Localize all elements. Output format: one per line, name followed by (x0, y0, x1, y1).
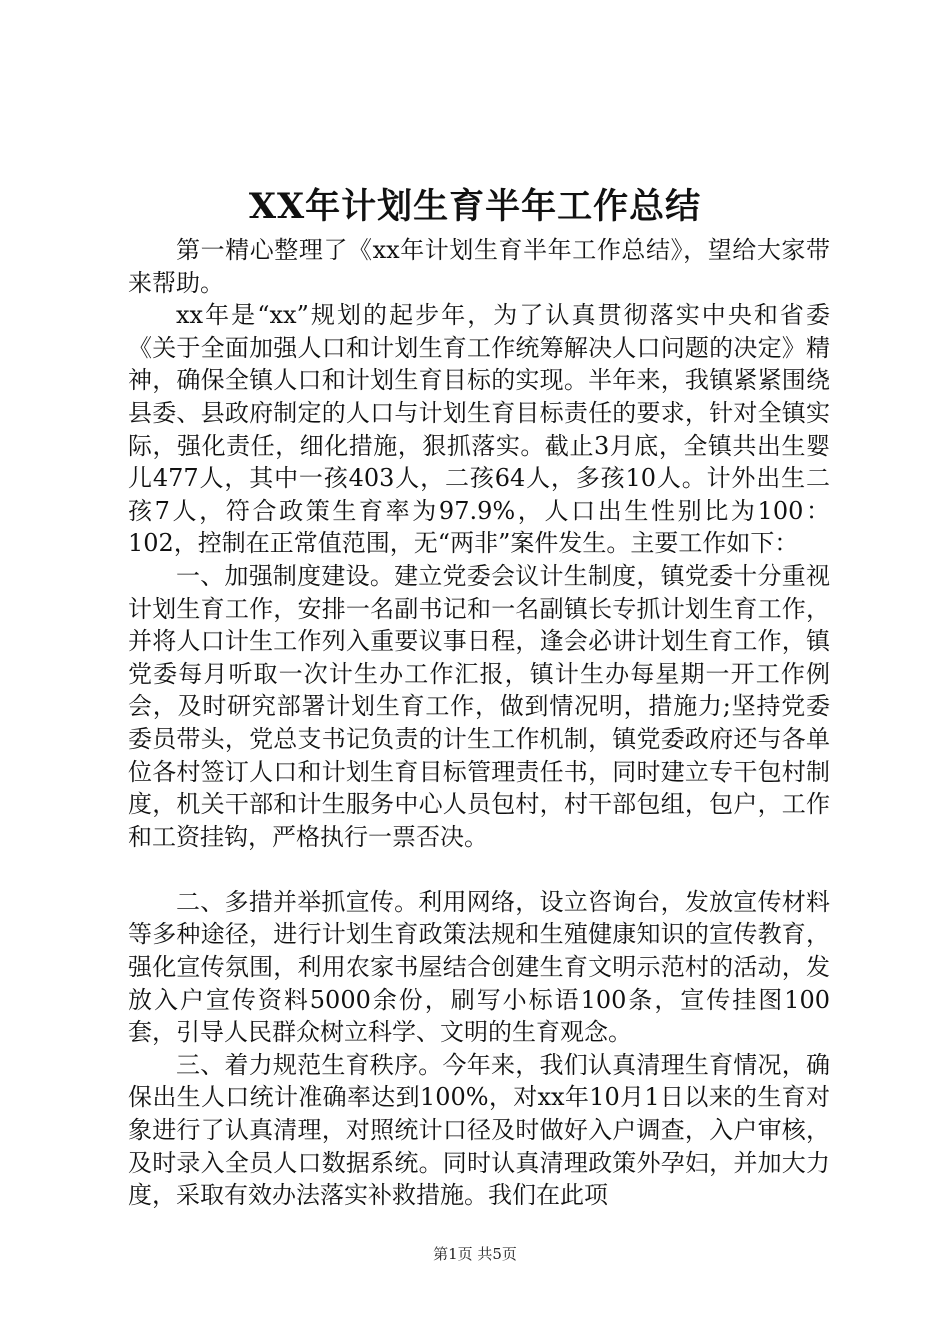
paragraph-system-building: 一、加强制度建设。建立党委会议计生制度，镇党委十分重视计划生育工作，安排一名副书记和一名副镇长专抓计划生育工作，并将人口计生工作列入重要议事日程，逢会必讲计划生育工作，镇党委每月听取一次计生办工作汇报，镇计生办每星期一开工作例会，及时研究部署计划生育工作，做到情况明，措施力;坚持党委委员带头，党总支书记负责的计生工作机制，镇党委政府还与各单位各村签订人口和计划生育目标管理责任书，同时建立专干包村制度，机关干部和计生服务中心人员包村，村干部包组，包户，工作和工资挂钩，严格执行一票否决。 (128, 561, 830, 851)
paragraph-intro: 第一精心整理了《xx年计划生育半年工作总结》，望给大家带来帮助。 (128, 236, 830, 297)
paragraph-overview: xx年是“xx”规划的起步年，为了认真贯彻落实中央和省委《关于全面加强人口和计划生育工作统筹解决人口问题的决定》精神，确保全镇人口和计划生育目标的实现。半年来，我镇紧紧围绕县委、县政府制定的人口与计划生育目标责任的要求，针对全镇实际，强化责任，细化措施，狠抓落实。截止3月底，全镇共出生婴儿477人，其中一孩403人，二孩64人，多孩10人。计外出生二孩7人，符合政策生育率为97.9%，人口出生性别比为100：102，控制在正常值范围，无“两非”案件发生。主要工作如下： (128, 301, 830, 558)
paragraph-birth-order: 三、着力规范生育秩序。今年来，我们认真清理生育情况，确保出生人口统计准确率达到100%，对xx年10月1日以来的生育对象进行了认真清理，对照统计口径及时做好入户调查，入户审核，及时录入全员人口数据系统。同时认真清理政策外孕妇，并加大力度，采取有效办法落实补救措施。我们在此项 (128, 1050, 830, 1210)
document-title: XX年计划生育半年工作总结 (248, 186, 702, 227)
paragraph-publicity: 二、多措并举抓宣传。利用网络，设立咨询台，发放宣传材料等多种途径，进行计划生育政策法规和生殖健康知识的宣传教育，强化宣传氛围，利用农家书屋结合创建生育文明示范村的活动，发放入户宣传资料5000余份，刷写小标语100条，宣传挂图100套，引导人民群众树立科学、文明的生育观念。 (128, 887, 830, 1047)
document-body (128, 234, 830, 1212)
page-number-footer: 第1页 共5页 (433, 1245, 517, 1263)
